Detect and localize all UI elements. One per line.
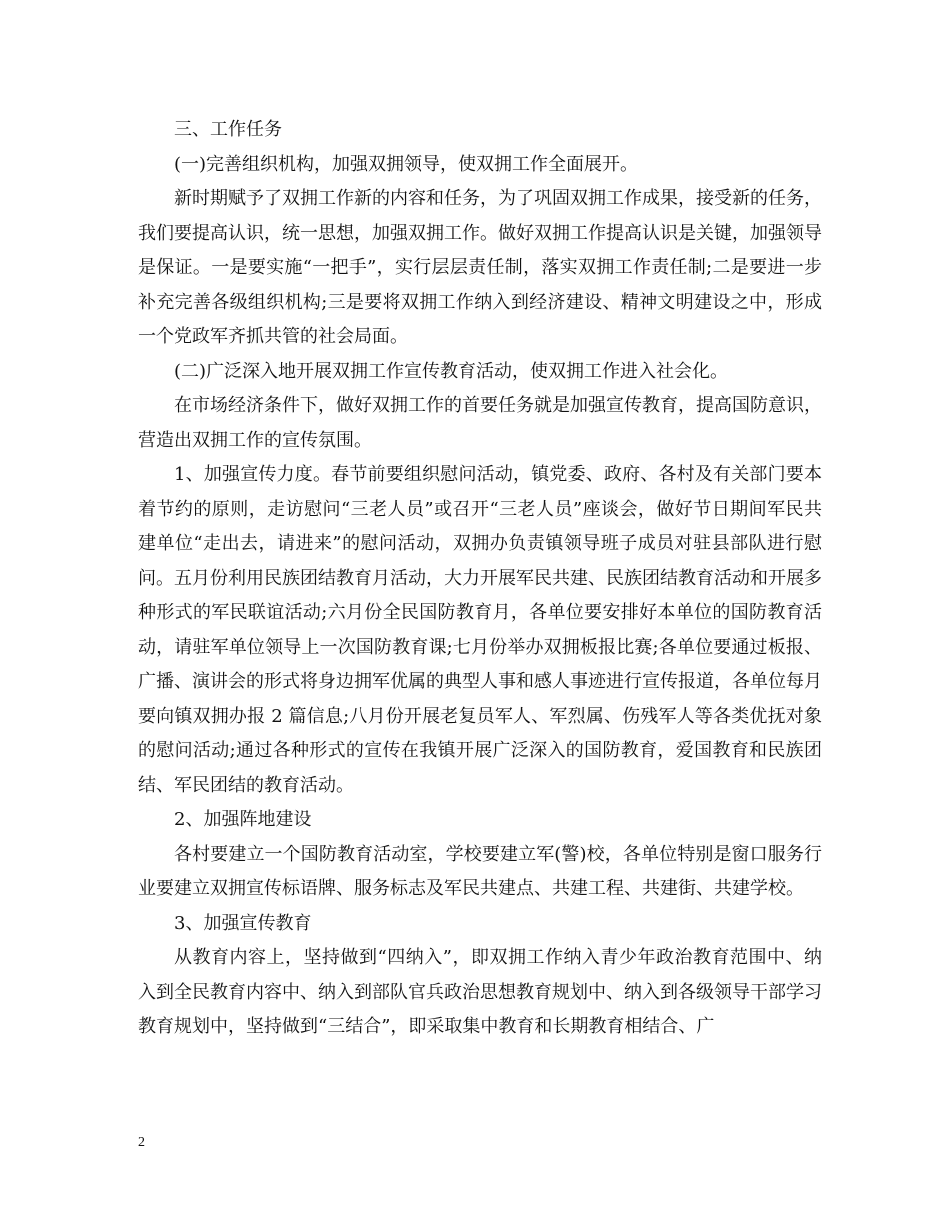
paragraph: 1、加强宣传力度。春节前要组织慰问活动，镇党委、政府、各村及有关部门要本着节约的原则，走访慰问“三老人员”或召开“三老人员”座谈会，做好节日期间军民共建单位“走出去，请进来”的慰问活动，双拥办负责镇领导班子成员对驻县部队进行慰问。五月份利用民族团结教育月活动，大力开展军民共建、民族团结教育活动和开展多种形式的军民联谊活动;六月份全民国防教育月，各单位要安排好本单位的国防教育活动，请驻军单位领导上一次国防教育课;七月份举办双拥板报比赛;各单位要通过板报、广播、演讲会的形式将身边拥军优属的典型人事和感人事迹进行宣传报道，各单位每月要向镇双拥办报 2 篇信息;八月份开展老复员军人、军烈属、伤残军人等各类优抚对象的慰问活动;通过各种形式的宣传在我镇开展广泛深入的国防教育，爱国教育和民族团结、军民团结的教育活动。 — [138, 464, 822, 796]
paragraph: 从教育内容上，坚持做到“四纳入”，即双拥工作纳入青少年政治教育范围中、纳入到全民教育内容中、纳入到部队官兵政治思想教育规划中、纳入到各级领导干部学习教育规划中，坚持做到“三结合”，即采取集中教育和长期教育相结合、广 — [138, 947, 822, 1037]
paragraph: 在市场经济条件下，做好双拥工作的首要任务就是加强宣传教育，提高国防意识，营造出双拥工作的宣传氛围。 — [138, 395, 822, 451]
document-body — [138, 113, 822, 1045]
item-heading: 2、加强阵地建设 — [174, 809, 312, 830]
item-heading: 3、加强宣传教育 — [174, 912, 312, 934]
page-number: 2 — [138, 1135, 145, 1150]
subsection-heading-2: (二)广泛深入地开展双拥工作宣传教育活动，使双拥工作进入社会化。 — [174, 360, 729, 382]
paragraph: 新时期赋予了双拥工作新的内容和任务，为了巩固双拥工作成果，接受新的任务，我们要提高认识，统一思想，加强双拥工作。做好双拥工作提高认识是关键，加强领导是保证。一是要实施“一把手”，实行层层责任制，落实双拥工作责任制;二是要进一步补充完善各级组织机构;三是要将双拥工作纳入到经济建设、精神文明建设之中，形成一个党政军齐抓共管的社会局面。 — [138, 188, 822, 347]
section-heading: 三、工作任务 — [174, 119, 282, 140]
subsection-heading-1: (一)完善组织机构，加强双拥领导，使双拥工作全面展开。 — [174, 153, 639, 175]
paragraph: 各村要建立一个国防教育活动室，学校要建立军(警)校，各单位特别是窗口服务行业要建立双拥宣传标语牌、服务标志及军民共建点、共建工程、共建街、共建学校。 — [138, 843, 822, 899]
